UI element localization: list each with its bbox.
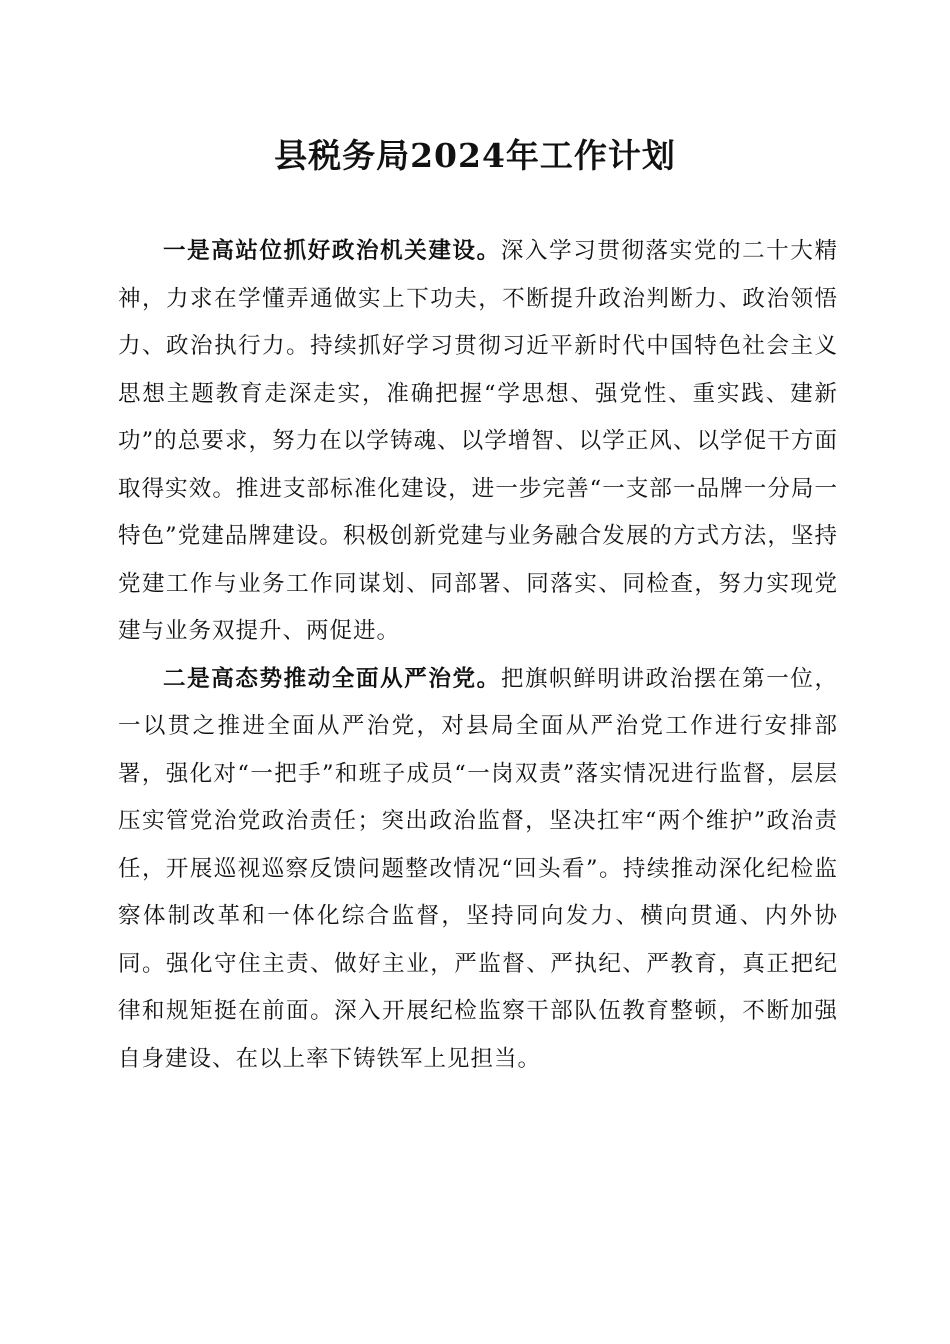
paragraph-1-text: 深入学习贯彻落实党的二十大精神，力求在学懂弄通做实上下功夫，不断提升政治判断力、政治领悟力、政治执行力。持续抓好学习贯彻习近平新时代中国特色社会主义思想主题教育走深走实，准确把握“学思想、强党性、重实践、建新功”的总要求，努力在以学铸魂、以学增智、以学正风、以学促干方面取得实效。推进支部标准化建设，进一步完善“一支部一品牌一分局一特色”党建品牌建设。积极创新党建与业务融合发展的方式方法，坚持党建工作与业务工作同谋划、同部署、同落实、同检查，努力实现党建与业务双提升、两促进。 [118,238,838,644]
document-body [118,228,838,1083]
paragraph-2-lead: 二是高态势推动全面从严治党。 [163,665,501,692]
paragraph-1-lead: 一是高站位抓好政治机关建设。 [163,238,501,264]
document-title: 县税务局2024年工作计划 [274,136,676,175]
paragraph-2 [118,656,838,1084]
paragraph-2-text: 把旗帜鲜明讲政治摆在第一位，一以贯之推进全面从严治党，对县局全面从严治党工作进行安排部署，强化对“一把手”和班子成员“一岗双责”落实情况进行监督，层层压实管党治党政治责任；突出政治监督，坚决扛牢“两个维护”政治责任，开展巡视巡察反馈问题整改情况“回头看”。持续推动深化纪检监察体制改革和一体化综合监督，坚持同向发力、横向贯通、内外协同。强化守住主责、做好主业，严监督、严执纪、严教育，真正把纪律和规矩挺在前面。深入开展纪检监察干部队伍教育整顿，不断加强自身建设、在以上率下铸铁军上见担当。 [118,665,838,1072]
paragraph-1 [118,228,838,656]
